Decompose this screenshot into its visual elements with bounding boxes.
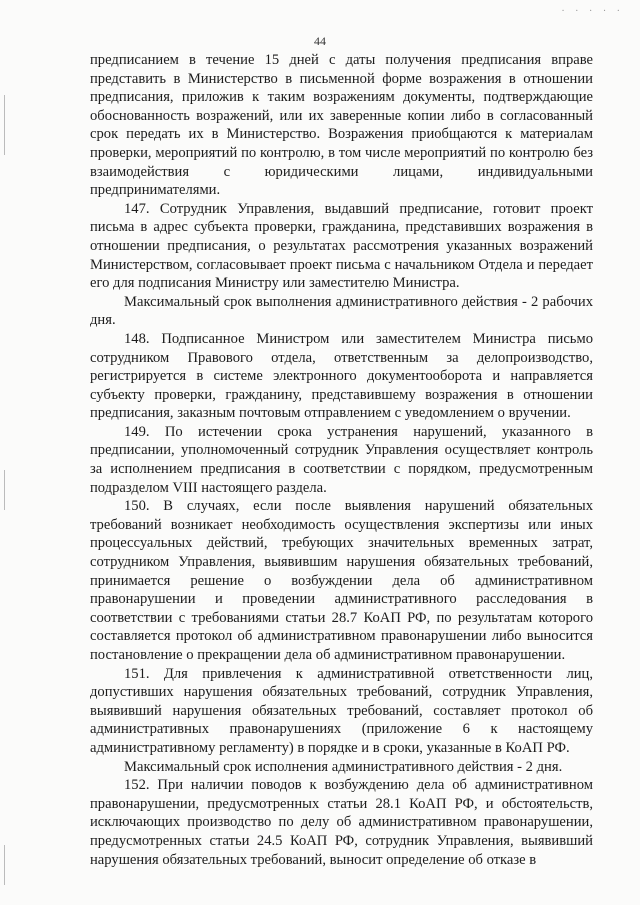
page-number: 44 [314, 34, 326, 48]
document-body [90, 51, 593, 869]
paragraph-152: 152. При наличии поводов к возбуждению дела об административном правонарушении, предусмотренных статьи 28.1 КоАП РФ, и обстоятельств, исключающих производство по делу об административном правонарушении, предусмотренных статьи 24.5 КоАП РФ, сотрудник Управления, выявивший нарушения обязательных требований, выносит определение об отказе в [90, 777, 593, 868]
paragraph-continuation: предписанием в течение 15 дней с даты получения предписания вправе представить в Министерство в письменной форме возражения в отношении предписания, приложив к таким возражениям документы, подтверждающие обоснованность возражений, или их заверенные копии либо в согласованный срок передать их в Министерство. Возражения приобщаются к материалам проверки, мероприятий по контролю, в том числе мероприятий по контролю без взаимодействия с юридическими лицами, индивидуальными предпринимателями. [90, 52, 593, 199]
paragraph-150: 150. В случаях, если после выявления нарушений обязательных требований возникает необходимость осуществления экспертизы или иных процессуальных действий, требующих значительных временных затрат, сотрудником Управления, выявившим нарушения обязательных требований, принимается решение о возбуждении дела об административном правонарушении и проведении административного расследования в соответствии с требованиями статьи 28.7 КоАП РФ, по результатам которого составляется протокол об административном правонарушении либо выносится постановление о прекращении дела об административном правонарушении. [90, 498, 593, 663]
paragraph-deadline-147: Максимальный срок выполнения административного действия - 2 рабочих дня. [90, 293, 593, 329]
scan-artifact: · · · · · [561, 6, 624, 17]
paragraph-deadline-151: Максимальный срок исполнения административного действия - 2 дня. [124, 758, 563, 775]
paragraph-148: 148. Подписанное Министром или заместителем Министра письмо сотрудником Правового отдела, ответственным за делопроизводство, регистрируется в системе электронного документооборота и направляется субъекту проверки, гражданину, представившему возражения в отношении предписания, заказным почтовым отправлением с уведомлением о вручении. [90, 330, 593, 422]
scan-edge-mark [4, 470, 5, 510]
scan-edge-mark [4, 95, 5, 155]
paragraph-149: 149. По истечении срока устранения нарушений, указанного в предписании, уполномоченный сотрудник Управления осуществляет контроль за исполнением предписания в соответствии с порядком, предусмотренным подразделом VIII настоящего раздела. [90, 423, 593, 496]
paragraph-151: 151. Для привлечения к административной ответственности лиц, допустивших нарушения обязательных требований, сотрудник Управления, выявивший нарушения обязательных требований, составляет протокол об административных правонарушениях (приложение 6 к настоящему административному регламенту) в порядке и в сроки, указанные в КоАП РФ. [90, 665, 593, 756]
paragraph-147: 147. Сотрудник Управления, выдавший предписание, готовит проект письма в адрес субъекта проверки, гражданина, представивших возражения в отношении предписания, о результатах рассмотрения указанных возражений Министерством, согласовывает проект письма с начальником Отдела и передает его для подписания Министру или заместителю Министра. [90, 200, 593, 292]
scan-edge-mark [4, 845, 5, 885]
